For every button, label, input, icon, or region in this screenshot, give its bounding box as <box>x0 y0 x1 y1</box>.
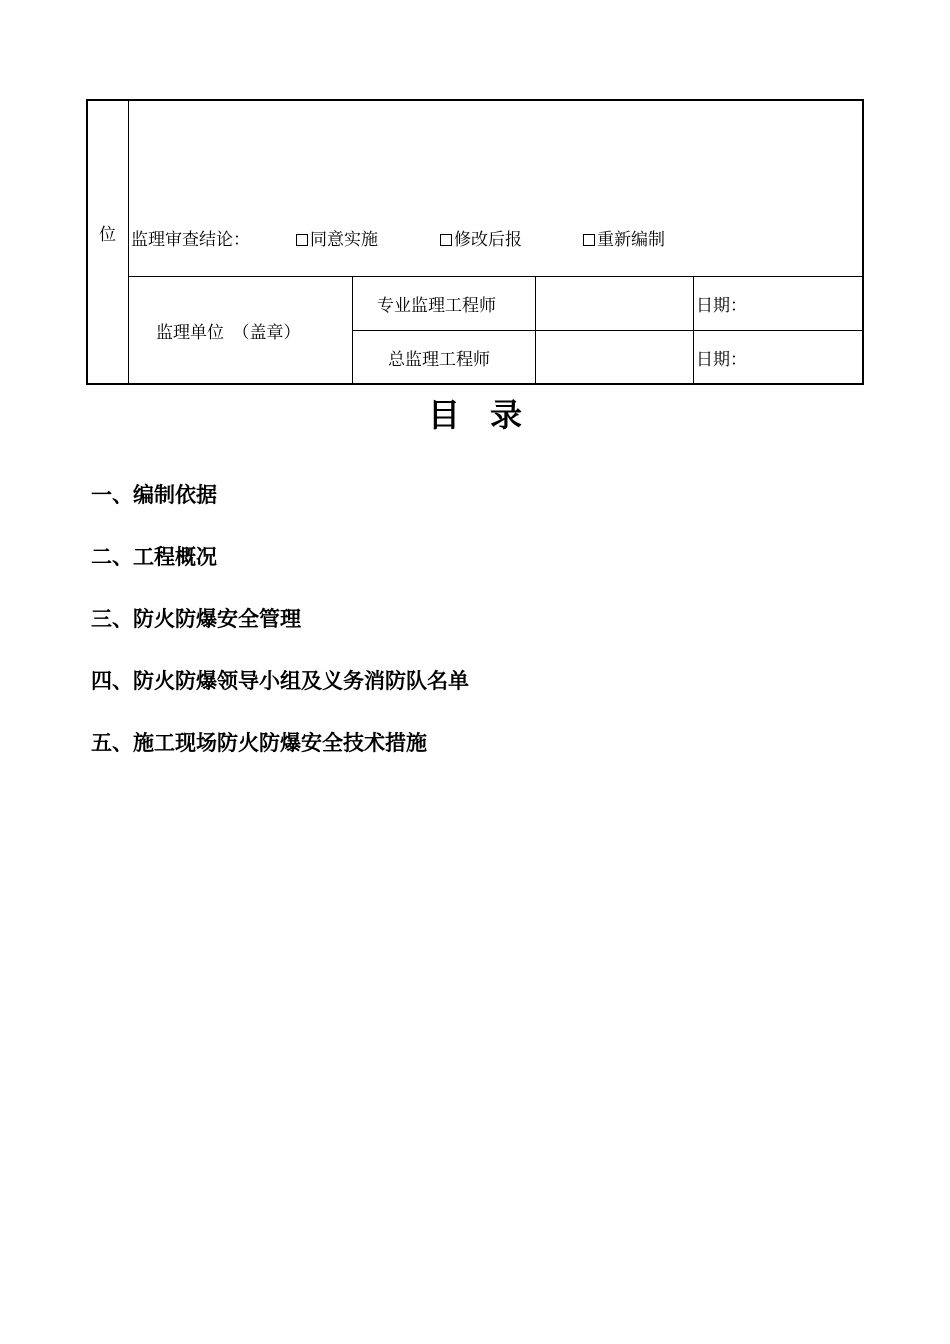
checkbox-redo[interactable] <box>583 234 595 246</box>
table-divider <box>128 101 129 383</box>
signature-field-chief[interactable] <box>536 331 693 383</box>
conclusion-label: 监理审查结论： <box>131 230 250 250</box>
option-revise[interactable] <box>440 230 522 250</box>
table-divider <box>693 276 694 383</box>
toc-list <box>91 480 469 790</box>
option-redo-label: 重新编制 <box>597 230 665 250</box>
supervision-unit-label: 监理单位 （盖章） <box>156 323 301 343</box>
date-label-chief: 日期： <box>696 350 747 370</box>
review-table <box>86 99 864 385</box>
option-redo[interactable] <box>583 230 665 250</box>
signature-field-specialist[interactable] <box>536 277 693 330</box>
toc-item[interactable]: 四、防火防爆领导小组及义务消防队名单 <box>91 669 469 693</box>
option-agree[interactable] <box>296 230 378 250</box>
toc-item[interactable]: 五、施工现场防火防爆安全技术措施 <box>91 731 427 755</box>
toc-title: 目录 <box>427 396 552 434</box>
date-label-specialist: 日期： <box>696 296 747 316</box>
toc-item[interactable]: 二、工程概况 <box>91 545 217 569</box>
role-specialist-engineer: 专业监理工程师 <box>377 296 496 316</box>
option-revise-label: 修改后报 <box>454 230 522 250</box>
toc-item[interactable]: 三、防火防爆安全管理 <box>91 607 301 631</box>
option-agree-label: 同意实施 <box>310 230 378 250</box>
checkbox-agree[interactable] <box>296 234 308 246</box>
table-divider <box>352 276 353 383</box>
table-divider <box>128 276 862 277</box>
role-chief-engineer: 总监理工程师 <box>388 350 490 370</box>
checkbox-revise[interactable] <box>440 234 452 246</box>
left-column-label: 位 <box>99 225 116 245</box>
toc-item[interactable]: 一、编制依据 <box>91 483 217 507</box>
